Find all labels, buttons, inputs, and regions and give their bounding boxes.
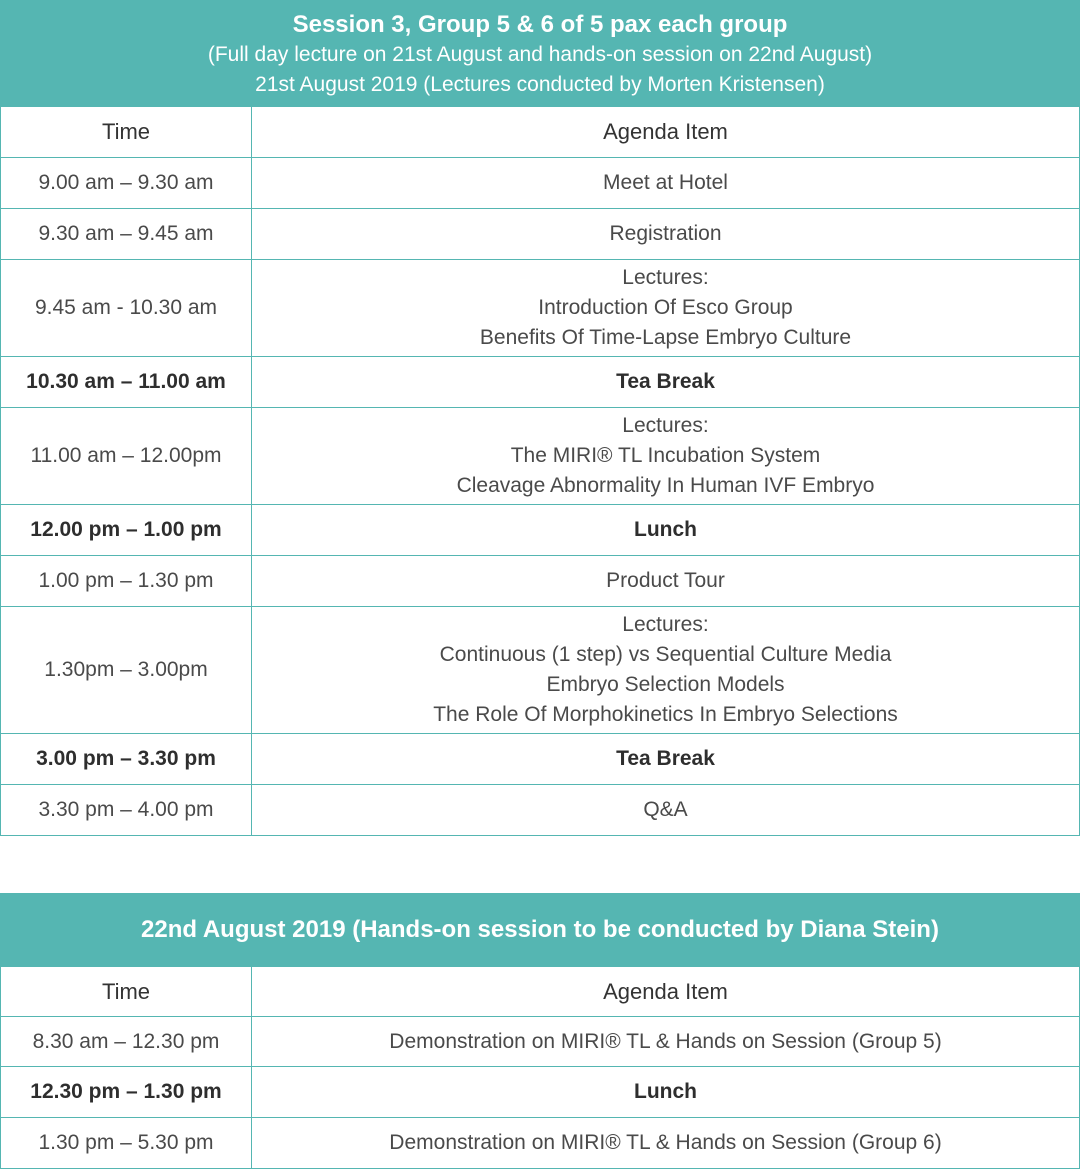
agenda-line: Demonstration on MIRI® TL & Hands on Session (Group 6) bbox=[389, 1131, 942, 1154]
agenda-line: Embryo Selection Models bbox=[546, 673, 785, 696]
table-header bbox=[1, 0, 1079, 107]
agenda-cell bbox=[252, 158, 1079, 208]
session-title: 22nd August 2019 (Hands-on session to be conducted by Diana Stein) bbox=[141, 915, 939, 943]
agenda-cell bbox=[252, 607, 1079, 733]
agenda-cell bbox=[252, 1067, 1079, 1117]
agenda-line: Tea Break bbox=[616, 370, 715, 393]
time-cell: 3.00 pm – 3.30 pm bbox=[1, 734, 252, 784]
table-body bbox=[1, 1017, 1079, 1169]
time-cell: 9.45 am - 10.30 am bbox=[1, 260, 252, 356]
column-header-row bbox=[1, 107, 1079, 158]
session-date-line: 21st August 2019 (Lectures conducted by Morten Kristensen) bbox=[255, 73, 825, 96]
session-title: Session 3, Group 5 & 6 of 5 pax each group bbox=[292, 11, 788, 38]
table-row bbox=[1, 505, 1079, 556]
agenda-cell bbox=[252, 408, 1079, 504]
agenda-line: Lunch bbox=[634, 1080, 697, 1103]
time-cell: 3.30 pm – 4.00 pm bbox=[1, 785, 252, 835]
agenda-line: Lectures: bbox=[622, 414, 709, 437]
session-subtitle: (Full day lecture on 21st August and hands-on session on 22nd August) bbox=[207, 43, 873, 66]
time-cell: 8.30 am – 12.30 pm bbox=[1, 1017, 252, 1066]
column-header-time: Time bbox=[1, 967, 252, 1016]
agenda-cell bbox=[252, 556, 1079, 606]
column-header-agenda: Agenda Item bbox=[603, 119, 728, 144]
table-row bbox=[1, 408, 1079, 505]
table-row bbox=[1, 607, 1079, 734]
agenda-line: The Role Of Morphokinetics In Embryo Selections bbox=[433, 703, 898, 726]
agenda-line: Lunch bbox=[634, 518, 697, 541]
time-cell: 1.30 pm – 5.30 pm bbox=[1, 1118, 252, 1168]
agenda-line: Q&A bbox=[643, 798, 688, 821]
agenda-line: Product Tour bbox=[606, 569, 725, 592]
agenda-line: Benefits Of Time-Lapse Embryo Culture bbox=[479, 326, 852, 349]
agenda-table-day2 bbox=[0, 893, 1080, 1169]
time-cell: 1.00 pm – 1.30 pm bbox=[1, 556, 252, 606]
column-header-time: Time bbox=[1, 107, 252, 157]
table-body bbox=[1, 158, 1079, 836]
table-row bbox=[1, 734, 1079, 785]
agenda-line: Introduction Of Esco Group bbox=[538, 296, 793, 319]
agenda-line: Cleavage Abnormality In Human IVF Embryo bbox=[456, 474, 875, 497]
agenda-line: Continuous (1 step) vs Sequential Culture Media bbox=[439, 643, 892, 666]
agenda-line: Tea Break bbox=[616, 747, 715, 770]
agenda-line: Demonstration on MIRI® TL & Hands on Session (Group 5) bbox=[389, 1029, 942, 1053]
agenda-line: Lectures: bbox=[622, 613, 709, 636]
agenda-line: Lectures: bbox=[622, 266, 709, 289]
time-cell: 12.00 pm – 1.00 pm bbox=[1, 505, 252, 555]
agenda-cell bbox=[252, 505, 1079, 555]
table-row bbox=[1, 357, 1079, 408]
table-header bbox=[1, 893, 1079, 967]
agenda-line: The MIRI® TL Incubation System bbox=[510, 444, 821, 467]
agenda-cell bbox=[252, 785, 1079, 835]
agenda-cell bbox=[252, 1118, 1079, 1168]
table-row bbox=[1, 785, 1079, 836]
agenda-cell bbox=[252, 734, 1079, 784]
agenda-cell bbox=[252, 209, 1079, 259]
time-cell: 11.00 am – 12.00pm bbox=[1, 408, 252, 504]
table-row bbox=[1, 1017, 1079, 1067]
table-row bbox=[1, 1067, 1079, 1118]
time-cell: 9.00 am – 9.30 am bbox=[1, 158, 252, 208]
time-cell: 1.30pm – 3.00pm bbox=[1, 607, 252, 733]
table-row bbox=[1, 556, 1079, 607]
table-row bbox=[1, 209, 1079, 260]
time-cell: 12.30 pm – 1.30 pm bbox=[1, 1067, 252, 1117]
table-row bbox=[1, 260, 1079, 357]
table-row bbox=[1, 158, 1079, 209]
agenda-cell bbox=[252, 357, 1079, 407]
time-cell: 10.30 am – 11.00 am bbox=[1, 357, 252, 407]
column-header-row bbox=[1, 967, 1079, 1017]
time-cell: 9.30 am – 9.45 am bbox=[1, 209, 252, 259]
agenda-cell bbox=[252, 260, 1079, 356]
table-row bbox=[1, 1118, 1079, 1169]
agenda-line: Meet at Hotel bbox=[603, 171, 728, 194]
agenda-cell bbox=[252, 1017, 1079, 1066]
agenda-line: Registration bbox=[609, 222, 722, 245]
column-header-agenda: Agenda Item bbox=[603, 978, 728, 1004]
